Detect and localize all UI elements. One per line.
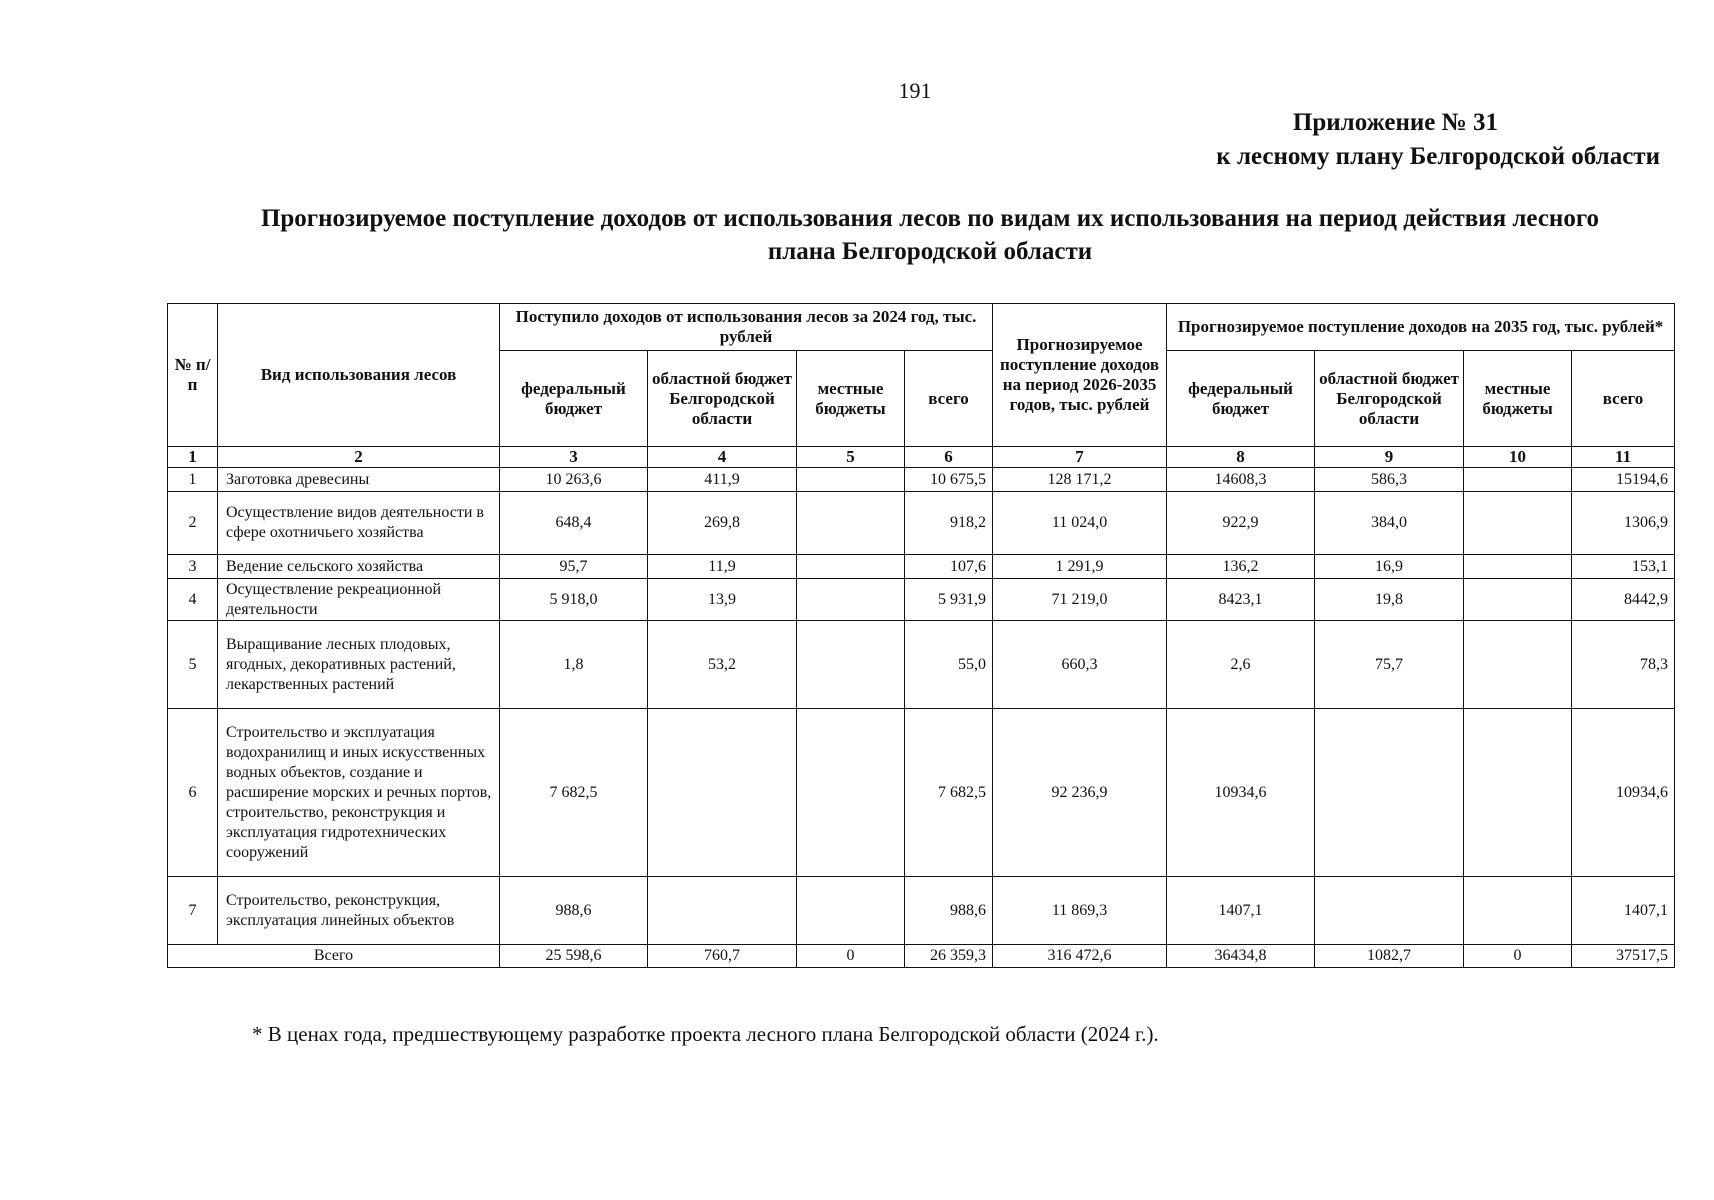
row-regional-2035: 384,0 [1315,492,1464,555]
header-total-2024: всего [905,351,993,447]
row-local-2035 [1464,555,1572,579]
row-kind: Заготовка древесины [218,468,500,492]
row-regional-2024 [648,877,797,945]
column-number: 3 [500,447,648,468]
row-num: 7 [168,877,218,945]
header-local-2035: местные бюджеты [1464,351,1572,447]
row-regional-2024: 411,9 [648,468,797,492]
row-local-2035 [1464,709,1572,877]
table-row [168,877,1675,945]
column-number: 2 [218,447,500,468]
row-total-2035: 1306,9 [1572,492,1675,555]
row-num: 3 [168,555,218,579]
document-title: Прогнозируемое поступление доходов от использования лесов по видам их использования на период действия лесного плана Белгородской области [260,205,1600,265]
row-federal-2024: 95,7 [500,555,648,579]
column-number-row [168,447,1675,468]
row-kind: Строительство и эксплуатация водохранилищ и иных искусственных водных объектов, создание и расширение морских и речных портов, строительство, реконструкция и эксплуатация гидротехнических сооружений [218,709,500,877]
column-number: 4 [648,447,797,468]
total-regional-2035: 1082,7 [1315,945,1464,968]
row-total-2024: 5 931,9 [905,579,993,621]
column-number: 8 [1167,447,1315,468]
row-local-2024 [797,492,905,555]
table-row [168,555,1675,579]
row-kind: Выращивание лесных плодовых, ягодных, декоративных растений, лекарственных растений [218,621,500,709]
row-forecast-period: 71 219,0 [993,579,1167,621]
column-number: 5 [797,447,905,468]
row-total-2024: 918,2 [905,492,993,555]
total-label: Всего [168,945,500,968]
row-forecast-period: 1 291,9 [993,555,1167,579]
row-regional-2035 [1315,709,1464,877]
row-total-2035: 10934,6 [1572,709,1675,877]
table-row [168,621,1675,709]
row-total-2035: 78,3 [1572,621,1675,709]
column-number: 9 [1315,447,1464,468]
row-local-2024 [797,468,905,492]
total-regional-2024: 760,7 [648,945,797,968]
row-num: 5 [168,621,218,709]
row-forecast-period: 11 869,3 [993,877,1167,945]
total-local-2024: 0 [797,945,905,968]
row-kind: Строительство, реконструкция, эксплуатация линейных объектов [218,877,500,945]
row-local-2024 [797,877,905,945]
table-row [168,709,1675,877]
column-number: 10 [1464,447,1572,468]
row-regional-2035: 586,3 [1315,468,1464,492]
row-local-2024 [797,709,905,877]
row-local-2035 [1464,621,1572,709]
total-total-2024: 26 359,3 [905,945,993,968]
row-federal-2035: 922,9 [1167,492,1315,555]
table-row [168,468,1675,492]
header-federal-2024: федеральный бюджет [500,351,648,447]
row-total-2035: 1407,1 [1572,877,1675,945]
row-forecast-period: 660,3 [993,621,1167,709]
row-local-2024 [797,579,905,621]
total-federal-2035: 36434,8 [1167,945,1315,968]
header-forecast-2035: Прогнозируемое поступление доходов на 2035 год, тыс. рублей* [1167,304,1675,351]
header-total-2035: всего [1572,351,1675,447]
row-regional-2024 [648,709,797,877]
row-regional-2024: 13,9 [648,579,797,621]
total-local-2035: 0 [1464,945,1572,968]
row-federal-2024: 5 918,0 [500,579,648,621]
header-received-2024: Поступило доходов от использования лесов за 2024 год, тыс. рублей [500,304,993,351]
row-num: 4 [168,579,218,621]
row-total-2024: 55,0 [905,621,993,709]
row-regional-2024: 269,8 [648,492,797,555]
column-number: 11 [1572,447,1675,468]
header-forecast-period: Прогнозируемое поступление доходов на период 2026-2035 годов, тыс. рублей [993,304,1167,447]
table-row [168,492,1675,555]
row-local-2035 [1464,877,1572,945]
row-federal-2035: 10934,6 [1167,709,1315,877]
row-total-2035: 8442,9 [1572,579,1675,621]
row-kind: Осуществление видов деятельности в сфере охотничьего хозяйства [218,492,500,555]
row-total-2035: 153,1 [1572,555,1675,579]
appendix-number: Приложение № 31 [1292,109,1498,136]
row-regional-2024: 53,2 [648,621,797,709]
row-num: 6 [168,709,218,877]
row-total-2035: 15194,6 [1572,468,1675,492]
row-regional-2035: 16,9 [1315,555,1464,579]
row-forecast-period: 11 024,0 [993,492,1167,555]
header-regional-2035: областной бюджет Белгородской области [1315,351,1464,447]
total-row [168,945,1675,968]
total-forecast-period: 316 472,6 [993,945,1167,968]
row-kind: Ведение сельского хозяйства [218,555,500,579]
row-kind: Осуществление рекреационной деятельности [218,579,500,621]
appendix-subtitle: к лесному плану Белгородской области [1216,143,1660,170]
total-federal-2024: 25 598,6 [500,945,648,968]
header-regional-2024: областной бюджет Белгородской области [648,351,797,447]
row-federal-2024: 1,8 [500,621,648,709]
header-num: № п/п [168,304,218,447]
row-regional-2035: 19,8 [1315,579,1464,621]
row-federal-2024: 648,4 [500,492,648,555]
column-number: 6 [905,447,993,468]
row-total-2024: 10 675,5 [905,468,993,492]
footnote: * В ценах года, предшествующему разработке проекта лесного плана Белгородской области (2024 г.). [252,1022,1159,1046]
row-federal-2035: 2,6 [1167,621,1315,709]
row-regional-2035: 75,7 [1315,621,1464,709]
row-num: 2 [168,492,218,555]
header-local-2024: местные бюджеты [797,351,905,447]
row-federal-2035: 136,2 [1167,555,1315,579]
appendix-header [1216,106,1660,174]
row-federal-2024: 7 682,5 [500,709,648,877]
row-local-2035 [1464,468,1572,492]
column-number: 7 [993,447,1167,468]
row-total-2024: 7 682,5 [905,709,993,877]
row-regional-2035 [1315,877,1464,945]
column-number: 1 [168,447,218,468]
row-regional-2024: 11,9 [648,555,797,579]
header-kind: Вид использования лесов [218,304,500,447]
row-forecast-period: 128 171,2 [993,468,1167,492]
total-total-2035: 37517,5 [1572,945,1675,968]
row-local-2035 [1464,492,1572,555]
income-forecast-table [167,303,1675,968]
row-federal-2035: 8423,1 [1167,579,1315,621]
row-total-2024: 988,6 [905,877,993,945]
header-federal-2035: федеральный бюджет [1167,351,1315,447]
row-federal-2024: 10 263,6 [500,468,648,492]
row-federal-2035: 1407,1 [1167,877,1315,945]
row-local-2024 [797,621,905,709]
row-forecast-period: 92 236,9 [993,709,1167,877]
row-federal-2035: 14608,3 [1167,468,1315,492]
row-local-2035 [1464,579,1572,621]
row-local-2024 [797,555,905,579]
page-number: 191 [898,78,932,103]
row-total-2024: 107,6 [905,555,993,579]
row-federal-2024: 988,6 [500,877,648,945]
row-num: 1 [168,468,218,492]
table-row [168,579,1675,621]
